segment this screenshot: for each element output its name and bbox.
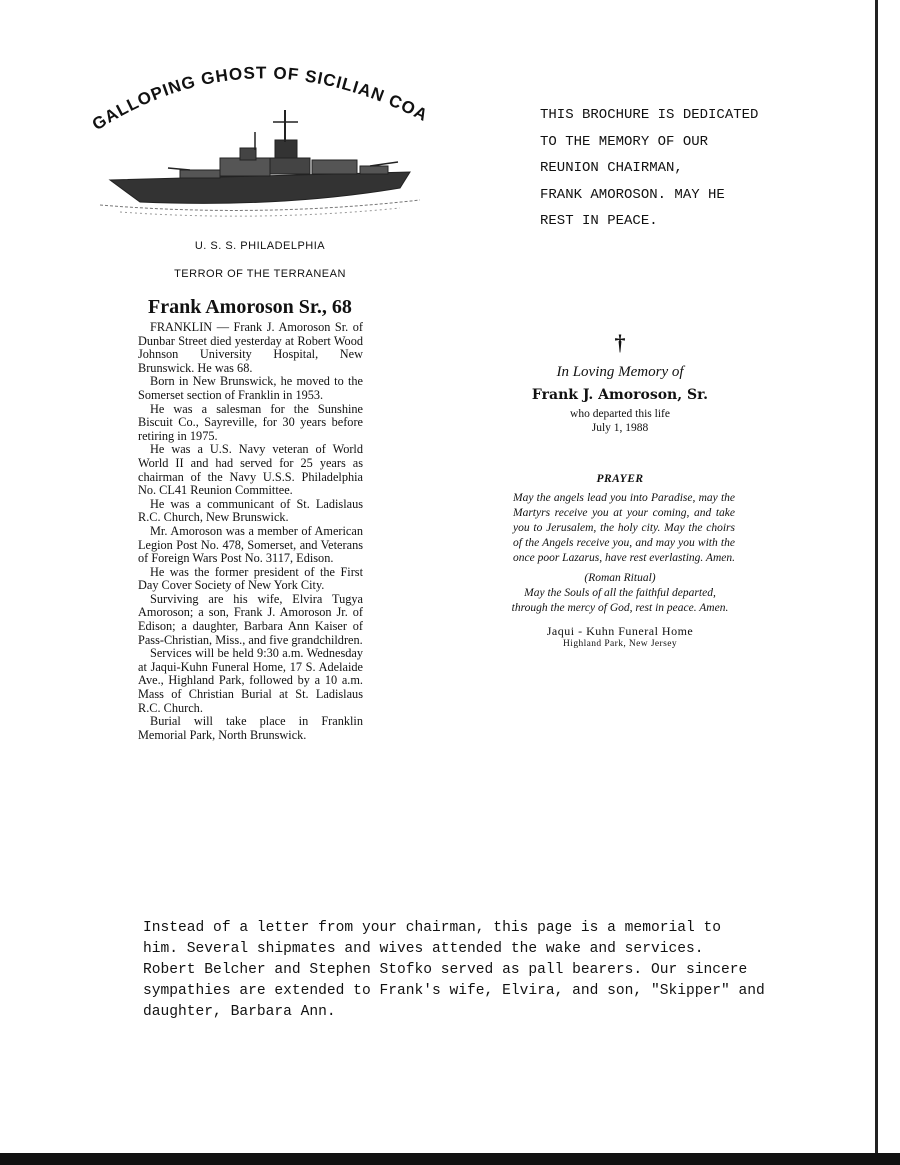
obituary-paragraph: He was a salesman for the Sunshine Biscuit Co., Sayreville, for 30 years before retiring in 1975. <box>138 401 363 443</box>
obituary-paragraph: Born in New Brunswick, he moved to the Somerset section of Franklin in 1953. <box>138 374 363 402</box>
loving-memory-heading: In Loving Memory of <box>556 364 684 380</box>
ritual-attribution: (Roman Ritual) <box>584 572 656 584</box>
departed-date: July 1, 1988 <box>591 422 649 434</box>
ship-logo <box>80 40 440 230</box>
obituary-headline: Frank Amoroson Sr., 68 <box>148 296 352 318</box>
funeral-home-location: Highland Park, New Jersey <box>563 639 677 649</box>
funeral-home-name: Jaqui - Kuhn Funeral Home <box>546 624 694 638</box>
warship-icon <box>100 110 420 216</box>
obituary-paragraph: Burial will take place in Franklin Memorial Park, North Brunswick. <box>138 714 363 742</box>
prayer-text: May the angels lead you into Paradise, may the Martyrs receive you at your coming, and take you to Jerusalem, the holy city. May the choirs of the Angels receive you, and may you with the once poor Lazarus, have rest everlasting. Amen. <box>513 492 735 564</box>
obituary-paragraph: FRANKLIN — Frank J. Amoroson Sr. of Dunbar Street died yesterday at Robert Wood Johnson University Hospital, New Brunswick. He was 68. <box>138 320 363 375</box>
logo-arc-text: GALLOPING GHOST OF SICILIAN COA <box>88 63 432 135</box>
obituary-paragraph: He was a U.S. Navy veteran of World World II and had served for 25 years as chairman of the Navy U.S.S. Philadelphia No. CL41 Reunion Committee. <box>138 442 363 498</box>
departed-text: who departed this life <box>570 408 670 420</box>
deceased-name: Frank J. Amoroson, Sr. <box>531 387 709 403</box>
obituary-paragraph: Services will be held 9:30 a.m. Wednesday at Jaqui-Kuhn Funeral Home, 17 S. Adelaide Ave., Highland Park, followed by a 10 a.m. Mass of Christian Burial at St. Ladislaus R.C. Church. <box>138 646 363 715</box>
memorial-card <box>505 330 735 649</box>
memorial-note: Instead of a letter from your chairman, this page is a memorial to him. Several shipmates and wives attended the wake and services. Robert Belcher and Stephen Stofko served as pall bearers. Our sincere sympathies are extended to Frank's wife, Elvira, and son, "Skipper" and daughter, Barbara Ann. <box>143 920 765 1020</box>
dedication-text: THIS BROCHURE IS DEDICATED TO THE MEMORY OF OUR REUNION CHAIRMAN, FRANK AMOROSON. MAY HE REST IN PEACE. <box>540 107 759 229</box>
ship-illustration <box>80 40 440 230</box>
cross-icon: † <box>614 330 626 355</box>
obituary-paragraph: Surviving are his wife, Elvira Tugya Amoroson; a son, Frank J. Amoroson Jr. of Edison; a daughter, Barbara Ann Kaiser of Pass-Christian, Miss., and five grandchildren. <box>138 591 363 647</box>
obituary-paragraph: He was the former president of the First Day Cover Society of New York City. <box>138 564 363 593</box>
obituary-paragraph: Mr. Amoroson was a member of American Legion Post No. 478, Somerset, and Veterans of Foreign Wars Post No. 3117, Edison. <box>138 523 363 566</box>
obituary-clipping <box>138 296 363 742</box>
prayer-title: PRAYER <box>596 473 644 485</box>
page-edge-bottom <box>0 1153 900 1165</box>
ship-name: U. S. S. PHILADELPHIA <box>194 240 326 252</box>
second-prayer-text: May the Souls of all the faithful departed, through the mercy of God, rest in peace. Amen. <box>511 587 729 614</box>
ship-motto: TERROR OF THE TERRANEAN <box>174 268 346 280</box>
page-edge-right <box>875 0 900 1165</box>
obituary-paragraph: He was a communicant of St. Ladislaus R.C. Church, New Brunswick. <box>138 496 363 525</box>
